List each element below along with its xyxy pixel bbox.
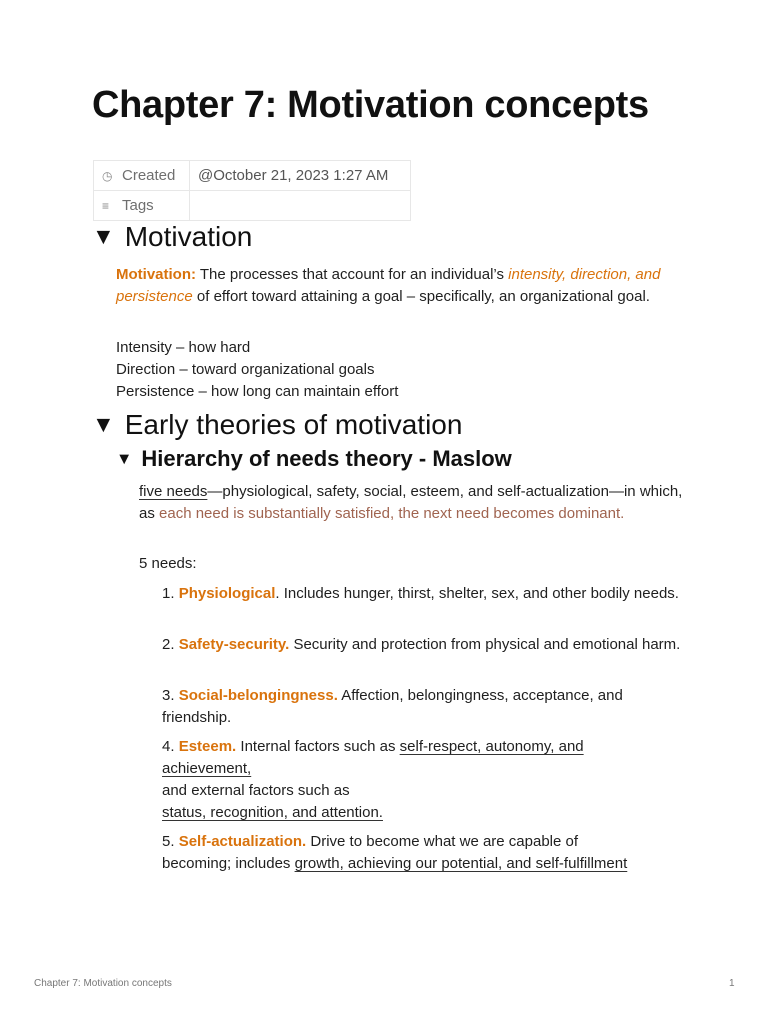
need-text: . Includes hunger, thirst, shelter, sex, and other bodily needs.: [275, 585, 679, 602]
underlined-text: growth, achieving our potential, and self-fulfillment: [294, 855, 628, 872]
need-term: Social-belongingness.: [178, 687, 338, 704]
triangle-down-icon[interactable]: ▼: [92, 223, 115, 249]
need-item-2: [162, 634, 682, 656]
need-text: Affection, belongingness, acceptance, and friendship.: [162, 687, 623, 726]
need-number: 2.: [162, 636, 179, 653]
heading-text: Hierarchy of needs theory - Maslow: [141, 446, 512, 471]
definition-text: The processes that account for an individual’s: [196, 266, 509, 283]
page-title: Chapter 7: Motivation concepts: [92, 84, 649, 126]
need-text: Internal factors such as: [236, 738, 400, 755]
triangle-down-icon[interactable]: ▼: [92, 411, 115, 437]
need-term: Esteem.: [178, 738, 237, 755]
property-row-created[interactable]: [94, 161, 411, 191]
motivation-definition: [116, 264, 676, 308]
property-value-tags[interactable]: [190, 191, 411, 221]
dimension-direction: Direction – toward organizational goals: [116, 361, 375, 378]
definition-text-end: of effort toward attaining a goal – specifically, an organizational goal.: [192, 288, 650, 305]
need-text: Security and protection from physical and emotional harm.: [289, 636, 681, 653]
need-number: 1.: [162, 585, 179, 602]
intro-text: —physiological, safety, social, esteem, and self-actualization—in which, as: [139, 483, 683, 522]
properties-table: [93, 160, 411, 221]
property-label-tags: Tags: [122, 197, 154, 214]
need-item-3: [162, 685, 682, 729]
need-number: 5.: [162, 833, 179, 850]
need-term: Physiological: [178, 585, 276, 602]
footer-page-number: 1: [729, 978, 735, 989]
need-term: Self-actualization.: [178, 833, 307, 850]
need-text: Drive to become what we are capable of becoming; includes: [162, 833, 579, 872]
maslow-intro: [139, 481, 684, 525]
definition-term: Motivation:: [116, 266, 196, 283]
dimension-persistence: Persistence – how long can maintain effort: [116, 383, 399, 400]
need-number: 4.: [162, 738, 179, 755]
toggle-heading-motivation[interactable]: [92, 221, 252, 253]
need-term: Safety-security.: [178, 636, 290, 653]
heading-text: Motivation: [124, 221, 253, 252]
dimension-intensity: Intensity – how hard: [116, 339, 251, 356]
underlined-text: five needs: [139, 483, 208, 500]
property-value-created[interactable]: @October 21, 2023 1:27 AM: [190, 161, 411, 191]
needs-count-label: 5 needs:: [139, 555, 197, 572]
footer-title: Chapter 7: Motivation concepts: [34, 978, 172, 989]
need-number: 3.: [162, 687, 179, 704]
triangle-down-icon[interactable]: ▼: [116, 450, 133, 468]
clock-icon: ◷: [102, 169, 113, 184]
property-row-tags[interactable]: [94, 191, 411, 221]
toggle-heading-maslow[interactable]: [116, 446, 512, 472]
property-label-created: Created: [122, 167, 176, 184]
need-item-4: [162, 736, 637, 824]
need-item-5: [162, 831, 632, 875]
definition-highlight: intensity, direction, and persistence: [116, 266, 661, 305]
need-text-continued: and external factors such as: [162, 782, 350, 799]
need-item-1: [162, 583, 682, 605]
toggle-heading-early-theories[interactable]: [92, 409, 462, 441]
motivation-dimensions: [116, 337, 676, 403]
list-icon: ≡: [102, 199, 110, 214]
intro-highlight: each need is substantially satisfied, the next need becomes dominant.: [159, 505, 625, 522]
underlined-text: self-respect, autonomy, and achievement,: [162, 738, 584, 777]
heading-text: Early theories of motivation: [124, 409, 463, 440]
underlined-text: status, recognition, and attention.: [162, 804, 383, 821]
